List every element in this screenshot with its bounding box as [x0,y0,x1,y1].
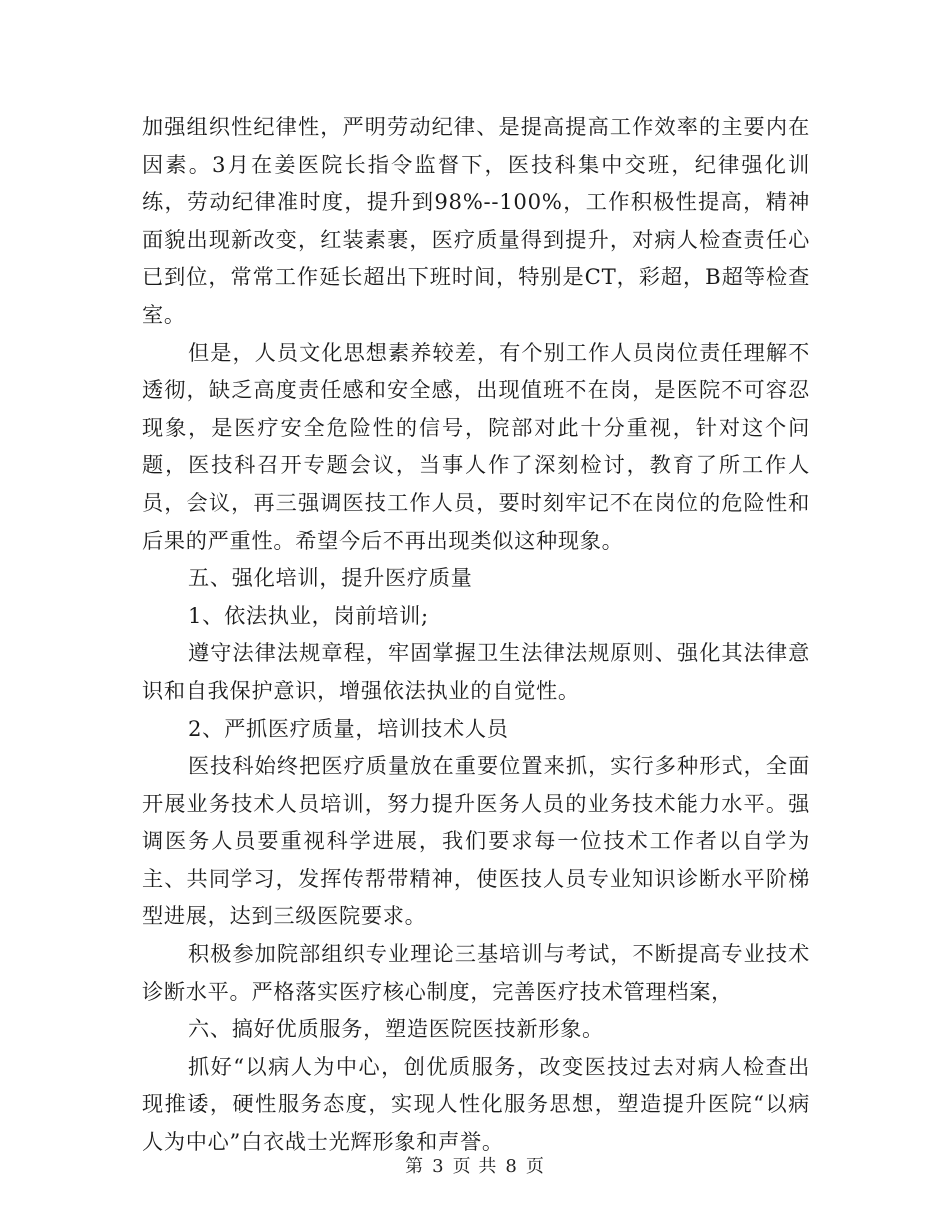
section-heading-training: 五、强化培训，提升医疗质量 [188,565,473,591]
document-body [142,108,810,1161]
footer-total-pages: 8 [505,1156,518,1177]
paragraph-legal-practice: 遵守法律法规章程，牢固掌握卫生法律法规原则、强化其法律意识和自我保护意识，增强依法执业的自觉性。 [142,640,810,703]
paragraph-exam-training: 积极参加院部组织专业理论三基培训与考试，不断提高专业技术诊断水平。严格落实医疗核心制度，完善医疗技术管理档案， [142,941,810,1004]
subheading-medical-quality: 2、严抓医疗质量，培训技术人员 [188,715,509,741]
page-footer [0,1152,950,1178]
paragraph-service: 抓好“以病人为中心，创优质服务，改变医技过去对病人检查出现推诿，硬性服务态度，实现人性化服务思想，塑造提升医院“以病人为中心”白衣战士光辉形象和声誉。 [142,1053,810,1155]
footer-suffix: 页 [525,1156,545,1177]
paragraph-staff-quality: 但是，人员文化思想素养较差，有个别工作人员岗位责任理解不透彻，缺乏高度责任感和安全感，出现值班不在岗，是医院不可容忍现象，是医疗安全危险性的信号，院部对此十分重视，针对这个问题，医技科召开专题会议，当事人作了深刻检讨，教育了所工作人员，会议，再三强调医技工作人员，要时刻牢记不在岗位的危险性和后果的严重性。希望今后不再出现类似这种现象。 [142,339,810,553]
footer-middle: 页 共 [452,1156,498,1177]
paragraph-medical-quality: 医技科始终把医疗质量放在重要位置来抓，实行多种形式，全面开展业务技术人员培训，努力提升医务人员的业务技术能力水平。强调医务人员要重视科学进展，我们要求每一位技术工作者以自学为主、共同学习，发挥传帮带精神，使医技人员专业知识诊断水平阶梯型进展，达到三级医院要求。 [142,753,810,929]
footer-prefix: 第 [405,1156,425,1177]
paragraph-discipline: 加强组织性纪律性，严明劳动纪律、是提高提高工作效率的主要内在因素。3月在姜医院长指令监督下，医技科集中交班，纪律强化训练，劳动纪律准时度，提升到98%--100%，工作积极性提高，精神面貌出现新改变，红装素裹，医疗质量得到提升，对病人检查责任心已到位，常常工作延长超出下班时间，特别是CT，彩超，B超等检查室。 [142,114,810,327]
footer-page-number: 3 [432,1156,445,1177]
section-heading-service: 六、搞好优质服务，塑造医院医技新形象。 [188,1016,604,1042]
subheading-legal-practice: 1、依法执业，岗前培训; [188,602,429,628]
